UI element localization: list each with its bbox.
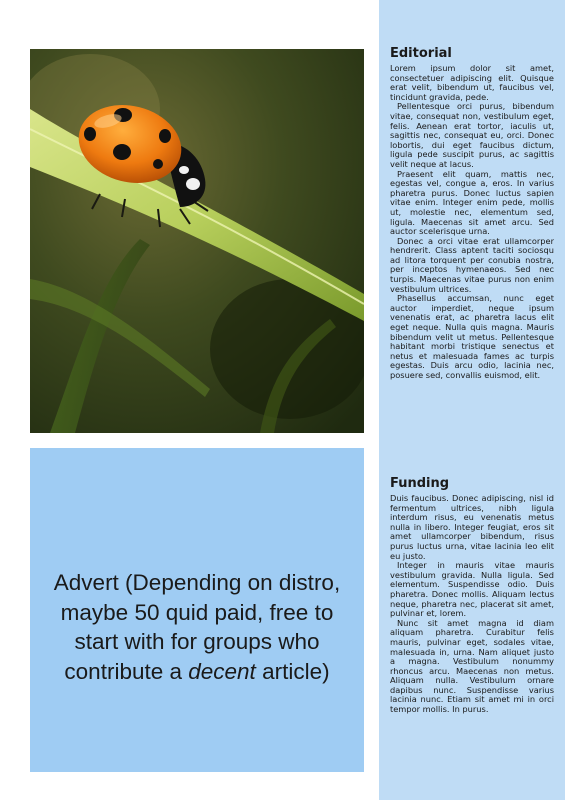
editorial-paragraph: Phasellus accumsan, nunc eget auctor imperdiet, neque ipsum venenatis erat, ac pharetra lacus elit eget neque. Nulla quis magna. Mauris bibendum velit ut metus. Pellentesque habitant morbi tristique senectus et netus et malesuada fames ac turpis egestas. Duis arcu odio, lacinia nec, posuere sed, convallis euismod, elit. — [390, 293, 554, 380]
editorial-title: Editorial — [390, 46, 452, 61]
funding-title: Funding — [390, 476, 450, 491]
advert-box — [30, 448, 364, 772]
editorial-section — [390, 46, 554, 381]
editorial-paragraph: Lorem ipsum dolor sit amet, consectetuer adipiscing elit. Quisque erat velit, bibendum ut, faucibus vel, tincidunt gravida, pede. — [390, 63, 554, 102]
funding-section — [390, 476, 554, 715]
advert-text-end: article) — [255, 658, 330, 684]
advert-text-emphasis: decent — [188, 658, 256, 684]
ladybird-image — [30, 49, 364, 433]
funding-paragraph: Duis faucibus. Donec adipiscing, nisl id fermentum ultrices, nibh ligula interdum risus, eu venenatis metus nulla in libero. Integer feugiat, eros sit amet ullamcorper bibendum, risus purus luctus urna, vitae lacinia leo elit eu justo. — [390, 493, 554, 561]
advert-text — [37, 568, 357, 686]
funding-paragraph: Integer in mauris vitae mauris vestibulum gravida. Nulla ligula. Sed elementum. Suspendisse odio. Duis pharetra. Donec mollis. Aliquam lectus neque, pharetra nec, placerat sit amet, pulvinar et, lorem. — [390, 560, 554, 619]
ladybird-photo — [30, 49, 364, 433]
editorial-paragraph: Pellentesque orci purus, bibendum vitae, consequat non, vestibulum eget, felis. Aenean erat tortor, iaculis ut, sagittis nec, consequat eu, orci. Donec lobortis, dui eget faucibus dictum, ligula pede suscipit purus, ac sagittis velit neque at lacus. — [390, 101, 554, 169]
editorial-paragraph: Donec a orci vitae erat ullamcorper hendrerit. Class aptent taciti sociosqu ad litora torquent per conubia nostra, per inceptos hymenaeos. Sed nec turpis. Maecenas vitae purus non enim vestibulum ultrices. — [390, 235, 554, 294]
funding-paragraph: Nunc sit amet magna id diam aliquam pharetra. Curabitur felis mauris, pulvinar eget, sodales vitae, malesuada in, urna. Nam aliquet justo a magna. Vestibulum nonummy rhoncus arcu. Maecenas non metus. Aliquam nulla. Vestibulum ornare dapibus nunc. Suspendisse varius lacinia nunc. Etiam sit amet mi in orci tempor mollis. In purus. — [390, 617, 554, 715]
advert-text-main: Advert (Depending on distro, maybe 50 quid paid, free to start with for groups who contribute a — [53, 570, 341, 684]
editorial-paragraph: Praesent elit quam, mattis nec, egestas vel, congue a, eros. In varius pharetra purus. Donec luctus sapien vitae enim. Integer enim pede, mollis ut, molestie nec, elementum sed, ligula. Maecenas sit amet arcu. Sed auctor scelerisque urna. — [390, 168, 554, 237]
